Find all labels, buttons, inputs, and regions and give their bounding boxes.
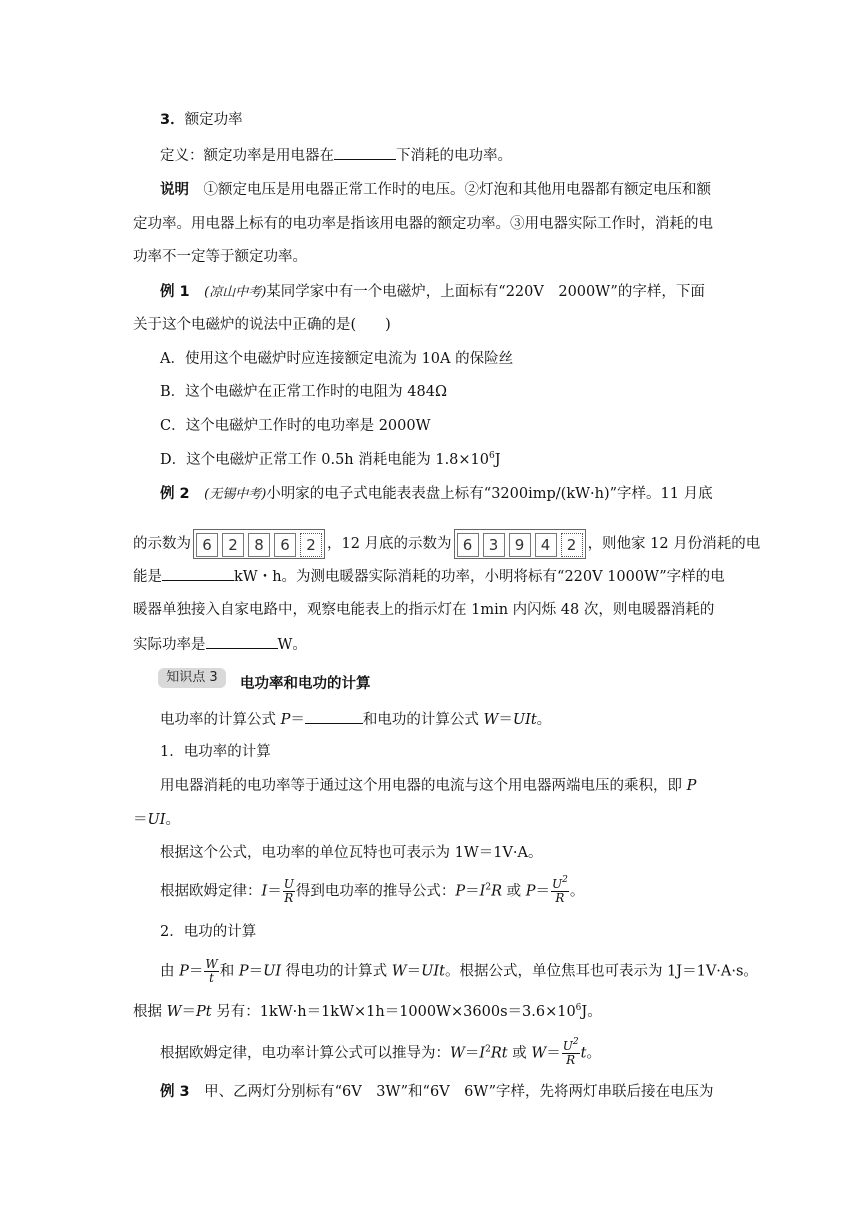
section-title: 额定功率 — [184, 112, 243, 128]
example-text: 能是 — [133, 569, 162, 585]
exponent: 2 — [562, 875, 568, 885]
example-label: 例 2 — [160, 486, 190, 502]
note-line-3: 功率不一定等于额定功率。 — [133, 249, 307, 265]
example-3-question — [160, 1082, 713, 1102]
note-line-1 — [160, 180, 711, 200]
meter-digit: 3 — [483, 533, 505, 557]
note-text: ①额定电压是用电器正常工作时的电压。②灯泡和其他用电器都有额定电压和额 — [203, 182, 711, 198]
symbol: P — [525, 883, 536, 900]
example-source: (凉山中考) — [204, 285, 267, 300]
meter-digit: 6 — [457, 533, 479, 557]
symbol: P — [686, 778, 697, 794]
paragraph-text: 根据欧姆定律： — [160, 883, 262, 900]
option-d — [160, 450, 501, 470]
meter-line — [133, 529, 760, 559]
exponent: 2 — [485, 1044, 491, 1055]
meter-digit: 6 — [196, 533, 218, 557]
symbol: P — [455, 883, 466, 900]
symbol: 。 — [536, 712, 552, 728]
formula-text: 和电功的计算公式 — [362, 712, 484, 728]
symbol: P — [238, 963, 249, 980]
symbol: ＝ — [535, 883, 550, 900]
s1-paragraph-1 — [160, 776, 696, 796]
symbol: W — [483, 712, 499, 728]
denominator: R — [566, 1053, 576, 1067]
example-text: 某同学家中有一个电磁炉，上面标有“220V 2000W”的字样，下面 — [266, 284, 705, 300]
symbol: W — [531, 1045, 547, 1062]
answer-blank — [305, 709, 363, 724]
denominator: t — [209, 971, 214, 985]
fraction-u-over-r — [283, 878, 295, 905]
symbol: ＝ — [181, 1004, 197, 1020]
meter-text-a: 的示数为 — [133, 536, 191, 552]
note-line-2: 定功率。用电器上标有的电功率是指该用电器的额定功率。③用电器实际工作时，消耗的电 — [133, 216, 713, 232]
meter-reading-december — [454, 529, 586, 559]
option-c: C．这个电磁炉工作时的电功率是 2000W — [160, 418, 431, 434]
symbol: ＝ — [267, 883, 282, 900]
paragraph-text: 得到电功率的推导公式： — [295, 883, 456, 900]
example-2-line-5 — [133, 634, 307, 655]
numerator: U — [552, 877, 563, 891]
option-d-text: D．这个电磁炉正常工作 0.5h 消耗电能为 1.8×10 — [160, 452, 490, 468]
example-1-question — [160, 282, 705, 303]
paragraph-text: 另有：1kW·h＝1kW×1h＝1000W×3600s＝3.6×10 — [211, 1004, 576, 1020]
meter-decimal-digit: 2 — [300, 533, 322, 557]
symbol: ＝ — [133, 812, 148, 828]
example-text: 小明家的电子式电能表表盘上标有“3200imp/(kW·h)”字样。11 月底 — [266, 486, 713, 502]
paragraph-text: 得电功的计算式 — [281, 963, 392, 980]
symbol: I — [261, 883, 268, 900]
s2-line-2 — [133, 1002, 602, 1022]
symbol: ＝ — [546, 1045, 561, 1062]
meter-reading-november — [193, 529, 325, 559]
symbol: 。 — [586, 1045, 601, 1062]
symbol: I — [479, 883, 486, 900]
paragraph-text: 和 — [219, 963, 239, 980]
denominator: R — [284, 891, 294, 905]
subsection-1-title: 1．电功率的计算 — [160, 744, 271, 760]
formula-text: 电功率的计算公式 — [160, 712, 281, 728]
fraction-u2-over-r — [562, 1037, 580, 1067]
paragraph-text: 或 — [507, 1045, 532, 1062]
meter-digit: 2 — [222, 533, 244, 557]
symbol: ＝ — [465, 883, 480, 900]
meter-digit: 8 — [248, 533, 270, 557]
paragraph-text: 根据欧姆定律，电功率计算公式可以推导为： — [160, 1045, 450, 1062]
symbol: I — [479, 1045, 486, 1062]
symbol: ＝ — [248, 963, 264, 980]
symbol: P — [179, 963, 189, 980]
paragraph-text: 。根据公式，单位焦耳也可表示为 1J＝1V·A·s。 — [444, 963, 758, 980]
meter-digit: 6 — [274, 533, 296, 557]
symbol: Pt — [196, 1004, 212, 1020]
exponent: 6 — [489, 451, 495, 461]
section-number: 3． — [160, 112, 185, 128]
numerator: U — [283, 877, 294, 891]
meter-text-b: ，12 月底的示数为 — [327, 536, 452, 552]
exponent: 6 — [575, 1003, 582, 1013]
symbol: UIt — [421, 963, 445, 980]
fraction-u2-over-r — [551, 875, 569, 905]
symbol: W — [166, 1004, 182, 1020]
symbol: W — [450, 1045, 465, 1062]
meter-digit: 4 — [535, 533, 557, 557]
answer-blank — [206, 634, 278, 649]
symbol: t — [580, 1045, 587, 1062]
s1-unit-line: 根据这个公式，电功率的单位瓦特也可表示为 1W＝1V·A。 — [160, 845, 543, 861]
definition-text-end: 下消耗的电功率。 — [396, 148, 512, 164]
paragraph-text: J。 — [581, 1004, 602, 1020]
paragraph-text: 用电器消耗的电功率等于通过这个用电器的电流与这个用电器两端电压的乘积，即 — [160, 778, 687, 794]
symbol: ＝ — [464, 1045, 480, 1062]
symbol: 。 — [165, 812, 180, 828]
meter-decimal-digit: 2 — [561, 533, 583, 557]
meter-text-c: ，则他家 12 月份消耗的电 — [587, 536, 761, 552]
symbol: ＝ — [290, 712, 305, 728]
s1-paragraph-2 — [133, 810, 180, 830]
example-2-line-4: 暖器单独接入自家电路中，观察电能表上的指示灯在 1min 内闪烁 48 次，则电暖器消耗的 — [133, 602, 715, 618]
symbol: P — [280, 712, 291, 728]
paragraph-text: 根据 — [133, 1004, 167, 1020]
example-1-question-2: 关于这个电磁炉的说法中正确的是( ) — [133, 317, 391, 333]
s1-ohm-line — [160, 875, 585, 905]
example-label: 例 1 — [160, 284, 190, 300]
option-d-unit: J — [494, 452, 501, 468]
paragraph-text: 由 — [160, 963, 180, 980]
example-source: (无锡中考) — [204, 487, 267, 502]
formula-line — [160, 709, 551, 730]
symbol: 。 — [569, 883, 585, 900]
option-b: B．这个电磁炉在正常工作时的电阻为 484Ω — [160, 384, 447, 400]
exponent: 2 — [572, 1037, 579, 1047]
symbol: UI — [263, 963, 282, 980]
symbol: ＝ — [498, 712, 513, 728]
section-3-heading — [160, 110, 243, 130]
example-label: 例 3 — [160, 1084, 190, 1100]
denominator: R — [555, 891, 565, 905]
s2-line-1 — [160, 958, 758, 985]
answer-blank — [162, 566, 234, 581]
subsection-2-title: 2．电功的计算 — [160, 924, 257, 940]
s2-line-3 — [160, 1037, 601, 1067]
symbol: ＝ — [188, 963, 204, 980]
symbol: UIt — [512, 712, 537, 728]
example-text: W。 — [277, 637, 307, 653]
paragraph-text: 或 — [502, 883, 526, 900]
symbol: R — [491, 883, 503, 900]
example-text: kW・h。为测电暖器实际消耗的功率，小明将标有“220V 1000W”字样的电 — [234, 569, 725, 585]
example-2-line-3 — [133, 566, 725, 587]
symbol: ＝ — [406, 963, 422, 980]
definition-text: 定义：额定功率是用电器在 — [160, 148, 334, 164]
example-text: 甲、乙两灯分别标有“6V 3W”和“6V 6W”字样，先将两灯串联后接在电压为 — [189, 1084, 714, 1100]
numerator: U — [562, 1039, 573, 1053]
note-label: 说明 — [160, 182, 189, 198]
symbol: UI — [147, 812, 166, 828]
knowledge-point-badge: 知识点 3 — [158, 668, 226, 688]
knowledge-point-title: 电功率和电功的计算 — [240, 676, 371, 692]
symbol: W — [391, 963, 407, 980]
meter-digit: 9 — [509, 533, 531, 557]
example-text: 实际功率是 — [133, 637, 206, 653]
example-2-question — [160, 484, 713, 505]
fraction-w-over-t — [204, 958, 218, 985]
answer-blank — [334, 145, 396, 160]
numerator: W — [205, 957, 218, 971]
symbol: Rt — [490, 1045, 508, 1062]
definition-line — [160, 145, 512, 166]
option-a: A．使用这个电磁炉时应连接额定电流为 10A 的保险丝 — [160, 351, 514, 367]
exponent: 2 — [485, 882, 492, 893]
